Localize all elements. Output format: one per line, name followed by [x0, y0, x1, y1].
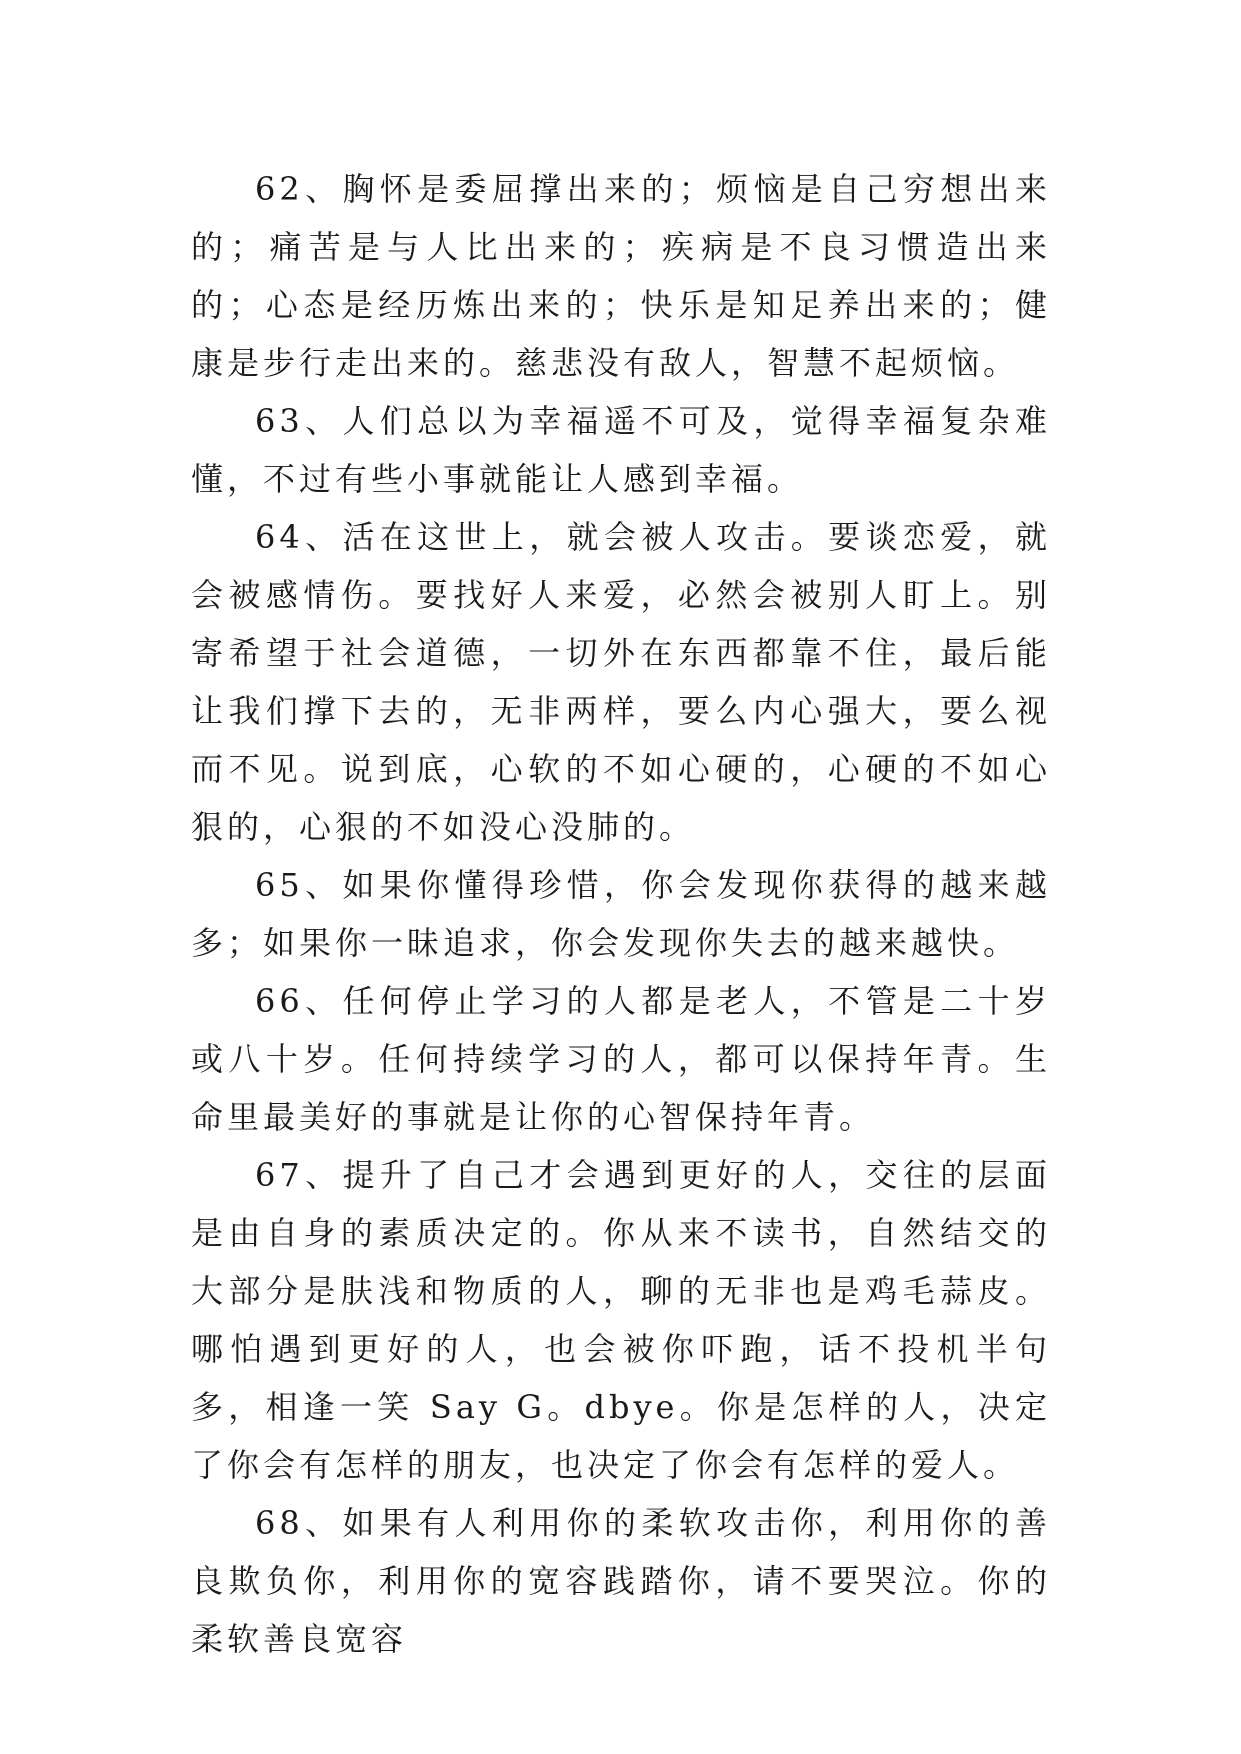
paragraph-63: 63、人们总以为幸福遥不可及，觉得幸福复杂难懂，不过有些小事就能让人感到幸福。 — [191, 402, 1051, 498]
paragraph-62: 62、胸怀是委屈撑出来的；烦恼是自己穷想出来的；痛苦是与人比出来的；疾病是不良习惯造出来的；心态是经历炼出来的；快乐是知足养出来的；健康是步行走出来的。慈悲没有敌人，智慧不起烦恼。 — [191, 170, 1051, 382]
paragraph-64: 64、活在这世上，就会被人攻击。要谈恋爱，就会被感情伤。要找好人来爱，必然会被别人盯上。别寄希望于社会道德，一切外在东西都靠不住，最后能让我们撑下去的，无非两样，要么内心强大，要么视而不见。说到底，心软的不如心硬的，心硬的不如心狠的，心狠的不如没心没肺的。 — [191, 518, 1051, 846]
paragraph-66: 66、任何停止学习的人都是老人，不管是二十岁或八十岁。任何持续学习的人，都可以保持年青。生命里最美好的事就是让你的心智保持年青。 — [191, 982, 1051, 1136]
paragraph-65: 65、如果你懂得珍惜，你会发现你获得的越来越多；如果你一昧追求，你会发现你失去的越来越快。 — [191, 866, 1051, 962]
document-body — [191, 160, 1051, 1668]
paragraph-67: 67、提升了自己才会遇到更好的人，交往的层面是由自身的素质决定的。你从来不读书，自然结交的大部分是肤浅和物质的人，聊的无非也是鸡毛蒜皮。哪怕遇到更好的人，也会被你吓跑，话不投机半句多，相逢一笑 Say G。dbye。你是怎样的人，决定了你会有怎样的朋友，也决定了你会有怎样的爱人。 — [191, 1156, 1051, 1484]
paragraph-68: 68、如果有人利用你的柔软攻击你，利用你的善良欺负你，利用你的宽容践踏你，请不要哭泣。你的柔软善良宽容 — [191, 1504, 1051, 1658]
